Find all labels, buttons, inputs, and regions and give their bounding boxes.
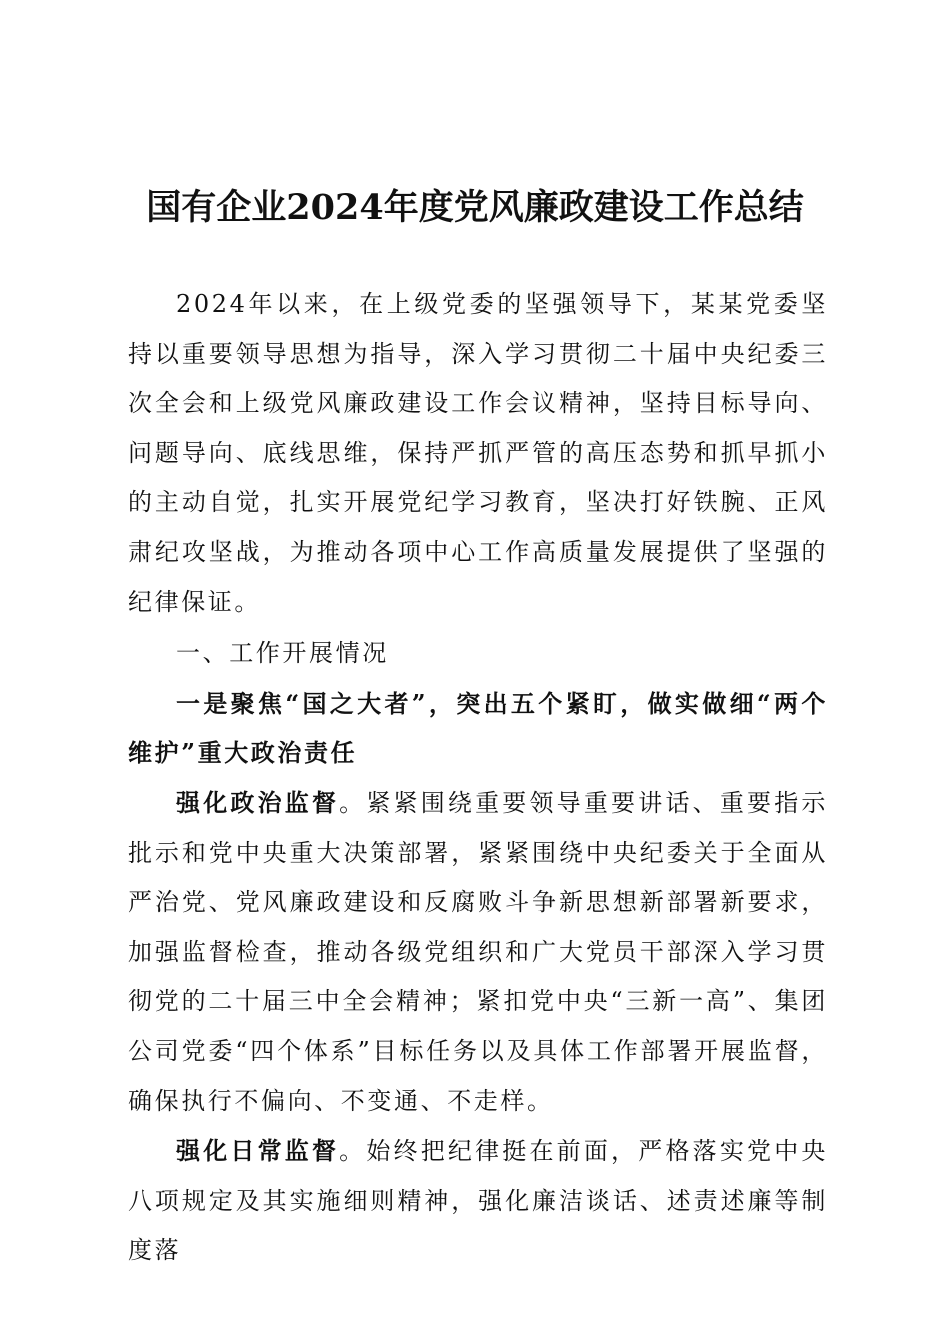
paragraph-daily-supervision	[128, 1126, 828, 1276]
point-heading: 一是聚焦“国之大者”，突出五个紧盯，做实做细“两个维护”重大政治责任	[128, 688, 828, 768]
intro-paragraph: 2024年以来，在上级党委的坚强领导下，某某党委坚持以重要领导思想为指导，深入学习贯彻二十届中央纪委三次全会和上级党风廉政建设工作会议精神，坚持目标导向、问题导向、底线思维，保持严抓严管的高压态势和抓早抓小的主动自觉，扎实开展党纪学习教育，坚决打好铁腕、正风肃纪攻坚战，为推动各项中心工作高质量发展提供了坚强的纪律保证。	[128, 290, 828, 616]
paragraph-political-supervision	[128, 778, 828, 1126]
section-heading: 一、工作开展情况	[176, 639, 389, 668]
paragraph-text: 。始终把纪律挺在前面，严格落实党中央八项规定及其实施细则精神，强化廉洁谈话、述责述廉等制度落	[128, 1137, 828, 1265]
paragraph-lead: 强化政治监督	[176, 787, 340, 817]
paragraph-text: 。紧紧围绕重要领导重要讲话、重要指示批示和党中央重大决策部署，紧紧围绕中央纪委关于全面从严治党、党风廉政建设和反腐败斗争新思想新部署新要求，加强监督检查，推动各级党组织和广大党员干部深入学习贯彻党的二十届三中全会精神；紧扣党中央“三新一高”、集团公司党委“四个体系”目标任务以及具体工作部署开展监督，确保执行不偏向、不变通、不走样。	[128, 788, 828, 1115]
document-body	[128, 280, 828, 1276]
document-title: 国有企业2024年度党风廉政建设工作总结	[146, 187, 804, 228]
paragraph-lead: 强化日常监督	[176, 1136, 340, 1166]
